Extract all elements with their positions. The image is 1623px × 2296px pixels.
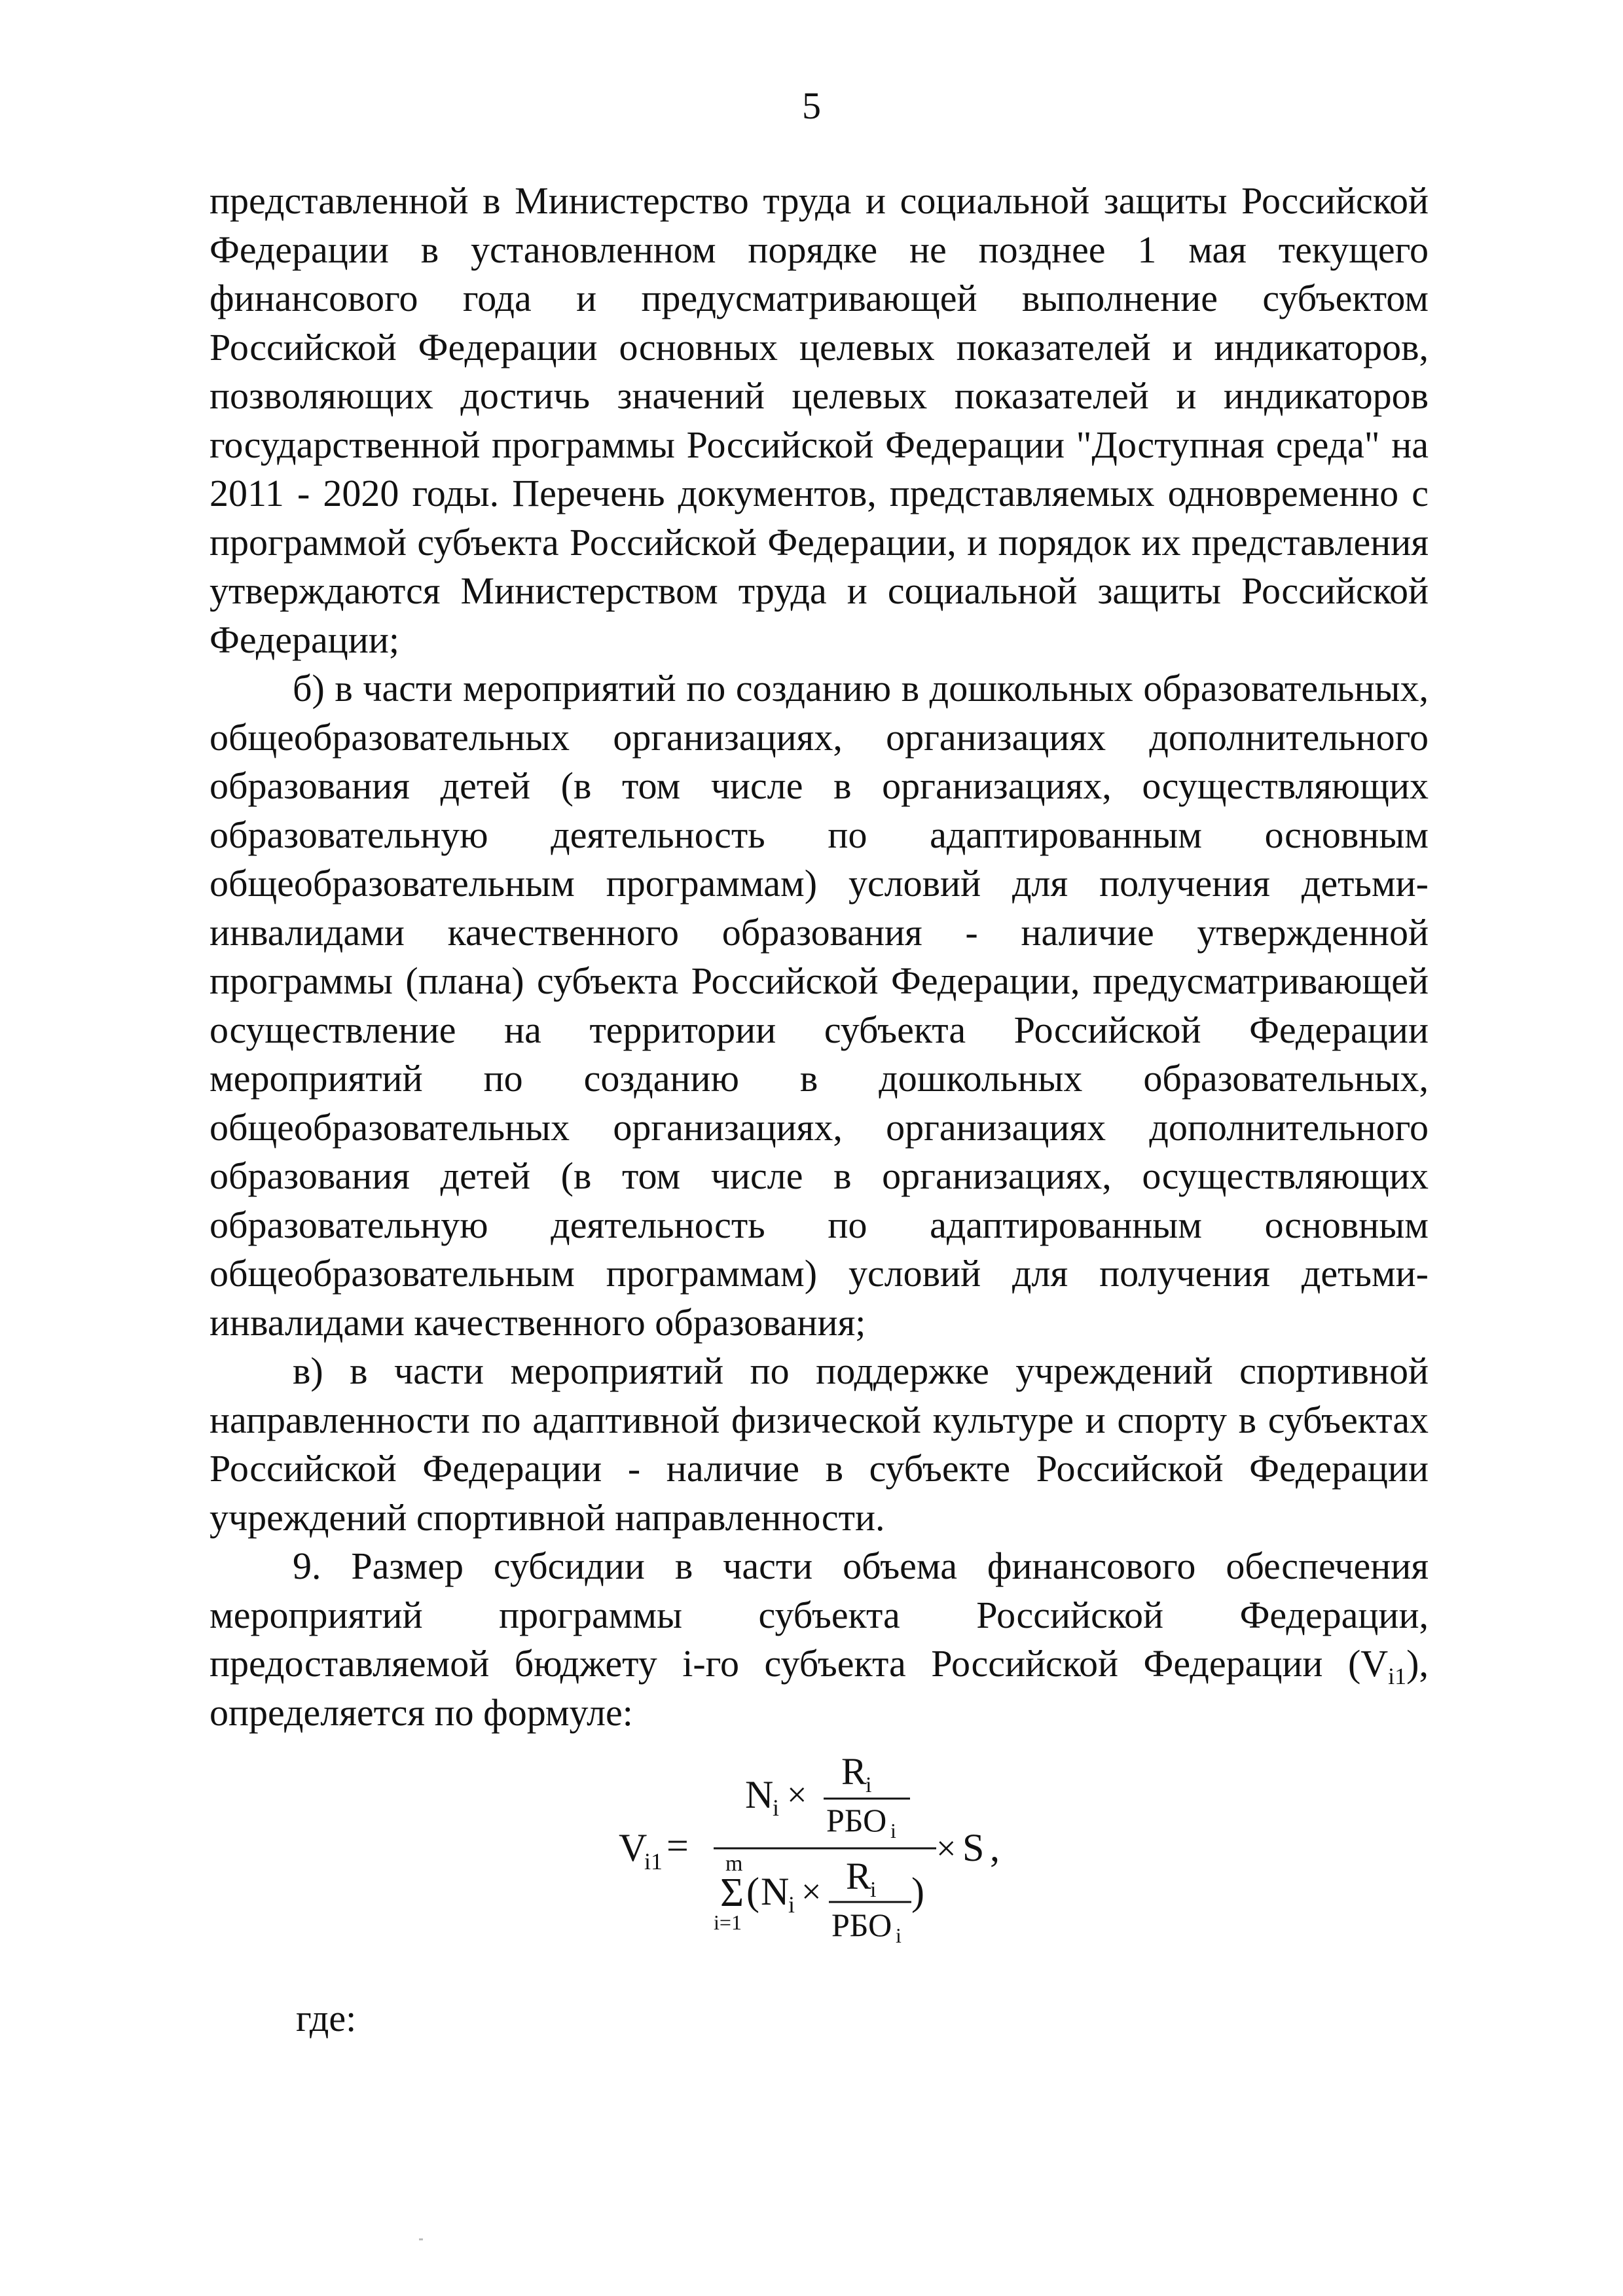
formula-comma: , — [990, 1826, 1000, 1869]
formula-num-n-sub: i — [773, 1795, 780, 1821]
formula-den-r-sub: i — [870, 1878, 877, 1902]
paragraph-9 — [210, 1542, 1429, 1737]
scan-artifact — [419, 2238, 423, 2240]
formula-den-n: N — [761, 1870, 790, 1913]
formula-num-rbo-sub: i — [890, 1819, 896, 1842]
paragraph-9-text: 9. Размер субсидии в части объема финансового обеспечения мероприятий программы субъекта Российской Федерации, предоставляемой бюджету i-го субъекта Российской Федерации (V — [210, 1545, 1429, 1685]
formula-den-rbo: РБО — [831, 1907, 892, 1943]
formula-sum-upper: m — [725, 1852, 743, 1876]
formula-den-n-sub: i — [788, 1892, 795, 1918]
formula-den-open-paren: ( — [746, 1870, 759, 1913]
formula-num-r: R — [841, 1754, 867, 1793]
formula-den-times: × — [801, 1872, 822, 1911]
formula-den-rbo-sub: i — [896, 1924, 902, 1947]
formula-den-r: R — [846, 1855, 871, 1897]
paragraph-a-continuation: представленной в Министерство труда и социальной защиты Российской Федерации в установленном порядке не позднее 1 мая текущего финансового года и предусматривающей выполнение субъектом Российской Федерации основных целевых показателей и индикаторов, позволяющих достичь значений целевых показателей и индикаторов государственной программы Российской Федерации "Доступная среда" на 2011 - 2020 годы. Перечень документов, представляемых одновременно с программой субъекта Российской Федерации, и порядок их представления утверждаются Министерством труда и социальной защиты Российской Федерации; — [210, 179, 1429, 661]
document-body — [210, 177, 1429, 1737]
formula-num-r-sub: i — [866, 1773, 872, 1797]
formula-num-times: × — [787, 1775, 807, 1814]
formula-s: S — [962, 1826, 985, 1869]
formula-lhs-v: V — [619, 1826, 647, 1869]
formula-equals: = — [666, 1824, 689, 1867]
formula-den-close-paren: ) — [911, 1870, 924, 1913]
where-label: где: — [296, 1997, 357, 2039]
paragraph-9-tail: ), определяется по формуле: — [210, 1642, 1429, 1734]
paragraph-b: б) в части мероприятий по созданию в дошкольных образовательных, общеобразовательных организациях, организациях дополнительного образования детей (в том числе в организациях, осуществляющих образовательную деятельность по адаптированным основным общеобразовательным программам) условий для получения детьми-инвалидами качественного образования - наличие утвержденной программы (плана) субъекта Российской Федерации, предусматривающей осуществление на территории субъекта Российской Федерации мероприятий по созданию в дошкольных образовательных, общеобразовательных организациях, организациях дополнительного образования детей (в том числе в организациях, осуществляющих образовательную деятельность по адаптированным основным общеобразовательным программам) условий для получения детьми-инвалидами качественного образования; — [210, 667, 1429, 1344]
formula-sum-lower: i=1 — [714, 1910, 742, 1934]
paragraph-9-subscript: i1 — [1388, 1663, 1407, 1689]
paragraph-v: в) в части мероприятий по поддержке учреждений спортивной направленности по адаптивной физической культуре и спорту в субъектах Российской Федерации - наличие в субъекте Российской Федерации учреждений спортивной направленности. — [210, 1350, 1429, 1539]
formula-times-s: × — [936, 1829, 957, 1868]
formula — [615, 1754, 1087, 1950]
page-number: 5 — [802, 84, 821, 127]
formula-num-rbo: РБО — [826, 1802, 887, 1839]
formula-sigma: Σ — [720, 1871, 744, 1915]
formula-num-n: N — [745, 1773, 774, 1816]
formula-lhs-sub: i1 — [644, 1848, 663, 1874]
